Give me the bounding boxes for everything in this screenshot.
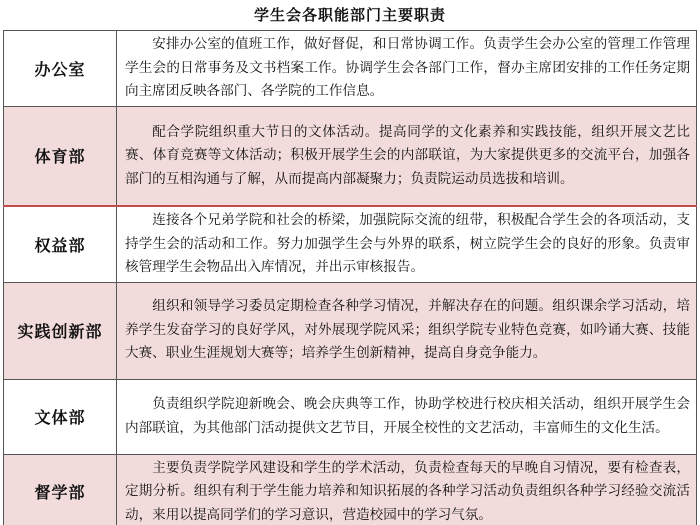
department-description: 组织和领导学习委员定期检查各种学习情况，并解决存在的问题。组织课余学习活动，培养学生发奋学习的良好学风，对外展现学院风采；组织学院专业特色竞赛，如吟诵大赛、技能大赛、职业生涯规划大赛等；培养学生创新精神，提高自身竞争能力。 <box>117 282 697 379</box>
table-row <box>4 454 697 525</box>
table-row <box>4 282 697 379</box>
document-title: 学生会各职能部门主要职责 <box>253 6 446 24</box>
department-name: 权益部 <box>4 206 117 282</box>
department-description: 主要负责学院学风建设和学生的学术活动，负责检查每天的早晚自习情况，要有检查表，定期分析。组织有利于学生能力培养和知识拓展的各种学习活动负责组织各种学习经验交流活动，来用以提高同学们的学习意识，营造校园中的学习气氛。 <box>117 454 697 525</box>
department-description: 负责组织学院迎新晚会、晚会庆典等工作，协助学校进行校庆相关活动，组织开展学生会内部联谊，为其他部门活动提供文艺节目，开展全校性的文艺活动，丰富师生的文化生活。 <box>117 379 697 454</box>
department-name: 文体部 <box>4 379 117 454</box>
table-row <box>4 106 697 206</box>
table-row <box>4 31 697 107</box>
table-row <box>4 379 697 454</box>
department-name: 督学部 <box>4 454 117 525</box>
department-name: 体育部 <box>4 106 117 206</box>
departments-table <box>3 30 697 525</box>
department-name: 办公室 <box>4 31 117 107</box>
table-row <box>4 206 697 282</box>
department-description: 配合学院组织重大节日的文体活动。提高同学的文化素养和实践技能，组织开展文艺比赛、体育竞赛等文体活动；积极开展学生会的内部联谊，为大家提供更多的交流平台，加强各部门的互相沟通与了解，从而提高内部凝聚力；负责院运动员选拔和培训。 <box>117 106 697 206</box>
department-name: 实践创新部 <box>4 282 117 379</box>
department-description: 安排办公室的值班工作，做好督促，和日常协调工作。负责学生会办公室的管理工作管理学生会的日常事务及文书档案工作。协调学生会各部门工作，督办主席团安排的工作任务定期向主席团反映各部门、各学院的工作信息。 <box>117 31 697 107</box>
department-description: 连接各个兄弟学院和社会的桥梁，加强院际交流的纽带，积极配合学生会的各项活动，支持学生会的活动和工作。努力加强学生会与外界的联系，树立院学生会的良好的形象。负责审核管理学生会物品出入库情况，并出示审核报告。 <box>117 206 697 282</box>
